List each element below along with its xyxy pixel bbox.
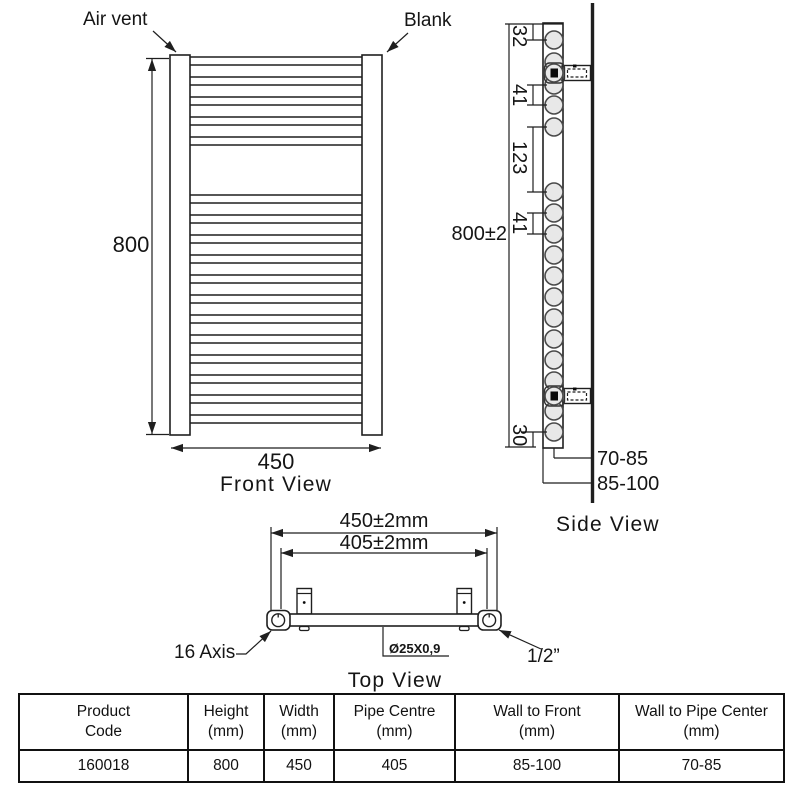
radiator-tube — [188, 395, 364, 403]
connection-leader-arrow — [499, 630, 541, 649]
radiator-tube — [188, 137, 364, 145]
radiator-tube — [188, 415, 364, 423]
tube-cross-section — [545, 246, 563, 264]
side-dim-30: 30 — [508, 424, 530, 447]
spec-table-header-cell: Wall to Front (mm) — [456, 695, 620, 751]
radiator-tube — [188, 295, 364, 303]
spec-table-cell: 160018 — [20, 751, 189, 781]
side-view-caption: Side View — [556, 513, 660, 536]
top-tube — [285, 614, 483, 626]
top-centre-dim-text: 405±2mm — [339, 532, 429, 554]
side-dim-123: 123 — [508, 141, 530, 175]
tube-cross-section — [545, 288, 563, 306]
radiator-tube — [188, 235, 364, 243]
side-dim-41-upper: 41 — [508, 84, 530, 107]
spec-table-cell: 70-85 — [681, 756, 722, 774]
air-vent-leader-arrow — [153, 31, 176, 52]
top-overall-dim-text: 450±2mm — [339, 510, 429, 532]
tube-cross-section — [545, 330, 563, 348]
spec-table-cell: 405 — [335, 751, 456, 781]
radiator-tube — [188, 57, 364, 65]
front-tubes — [188, 57, 364, 423]
tube-cross-section — [545, 225, 563, 243]
spec-table-header-cell: Pipe Centre (mm) — [335, 695, 456, 751]
height-dim-text: 800 — [112, 232, 150, 257]
radiator-tube — [188, 335, 364, 343]
axis-label: 16 Axis — [174, 642, 236, 663]
radiator-tube — [188, 117, 364, 125]
radiator-tube — [188, 375, 364, 383]
blank-leader-arrow — [387, 33, 408, 52]
front-view — [83, 9, 452, 496]
side-overall-dim-text: 800±2 — [451, 223, 507, 245]
spec-table — [18, 693, 785, 783]
spec-table-cell: 85-100 — [456, 751, 620, 781]
wall-bracket — [545, 63, 591, 83]
radiator-tube — [188, 77, 364, 85]
side-view — [452, 3, 660, 536]
front-right-rail — [362, 55, 382, 435]
radiator-tube — [188, 275, 364, 283]
connection-label: 1/2” — [527, 646, 560, 667]
tube-spec-text: Ø25X0,9 — [389, 641, 441, 656]
front-left-rail — [170, 55, 190, 435]
tube-cross-section — [545, 31, 563, 49]
wall-pipe-dim-text: 70-85 — [597, 448, 649, 470]
radiator-tube — [188, 255, 364, 263]
tube-cross-section — [545, 183, 563, 201]
end-cap — [267, 611, 290, 631]
spec-table-header-cell: Wall to Pipe Center (mm) — [620, 695, 783, 751]
radiator-tube — [188, 195, 364, 203]
side-dim-41-lower: 41 — [508, 212, 530, 235]
tube-cross-section — [545, 96, 563, 114]
tube-cross-section — [545, 118, 563, 136]
axis-leader-arrow — [236, 631, 271, 654]
spec-table-header-cell: Product Code — [20, 695, 189, 751]
top-view — [174, 510, 560, 692]
front-view-caption: Front View — [220, 473, 332, 496]
radiator-tube — [188, 355, 364, 363]
wall-bracket — [545, 386, 591, 406]
tube-cross-section — [545, 351, 563, 369]
air-vent-label: Air vent — [83, 9, 148, 30]
spec-table-header-cell: Width (mm) — [265, 695, 335, 751]
tube-cross-section — [545, 309, 563, 327]
side-dim-32: 32 — [508, 25, 530, 48]
tube-cross-section — [545, 423, 563, 441]
spec-table-cell: 450 — [265, 751, 335, 781]
width-dim-text: 450 — [257, 449, 295, 474]
tube-cross-section — [545, 204, 563, 222]
side-tube-sections — [545, 31, 563, 441]
radiator-tube — [188, 215, 364, 223]
wall-front-dim-text: 85-100 — [597, 473, 660, 495]
spec-table-cell: 800 — [189, 751, 265, 781]
spec-table-header-cell: Height (mm) — [189, 695, 265, 751]
top-view-caption: Top View — [347, 669, 443, 692]
tube-cross-section — [545, 267, 563, 285]
radiator-tube — [188, 97, 364, 105]
radiator-tube — [188, 315, 364, 323]
end-cap — [478, 611, 501, 631]
blank-label: Blank — [404, 10, 452, 31]
